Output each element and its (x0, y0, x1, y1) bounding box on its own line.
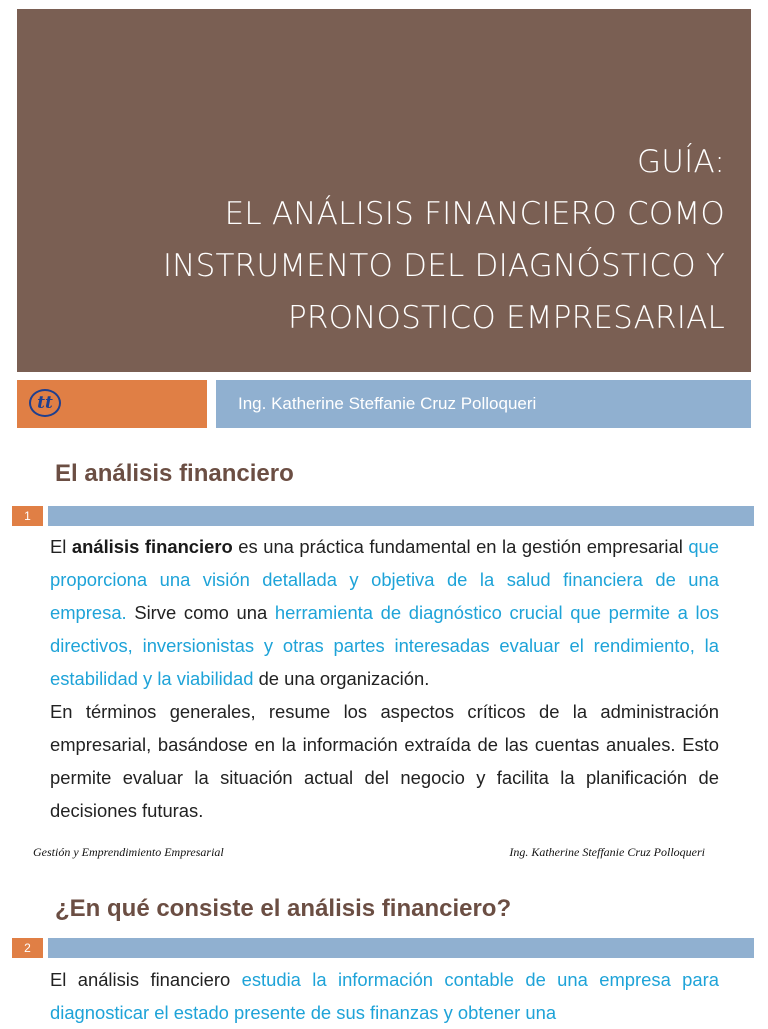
slide-divider-bar (48, 506, 754, 526)
logo-bar (17, 380, 207, 428)
slide-number-badge: 1 (12, 506, 43, 526)
title-slide-heading (163, 136, 725, 344)
logo-icon: tt (29, 389, 61, 417)
slide-number-badge: 2 (12, 938, 43, 958)
author-bar (216, 380, 751, 428)
footer-course: Gestión y Emprendimiento Empresarial (33, 845, 224, 859)
text-run: es una práctica fundamental en la gestión empresarial (232, 536, 689, 557)
text-run: Sirve como una (126, 602, 275, 623)
title-line: GUÍA: (637, 144, 725, 180)
bold-term: análisis financiero (71, 536, 233, 557)
title-line: PRONOSTICO EMPRESARIAL (287, 300, 725, 336)
text-run: de una organización. (253, 668, 430, 689)
title-line: INSTRUMENTO DEL DIAGNÓSTICO Y (162, 248, 725, 284)
slide-1-heading: El análisis financiero (55, 460, 294, 487)
title-banner (17, 9, 751, 372)
title-line: EL ANÁLISIS FINANCIERO COMO (224, 196, 725, 232)
slide-1-paragraph-1 (50, 530, 719, 695)
text-run: El (50, 536, 72, 557)
slide-2-paragraph-1 (50, 963, 719, 1029)
slide-2-heading: ¿En qué consiste el análisis financiero? (55, 895, 512, 922)
author-name: Ing. Katherine Steffanie Cruz Polloqueri (238, 394, 537, 413)
highlighted-text: herramienta de diagnóstico crucial que permite a los directivos, inversionistas y otras partes interesadas evaluar el rendimiento, la estabilidad y la viabilidad (50, 602, 720, 689)
slide-divider-bar (48, 938, 754, 958)
slide-1-paragraph-2: En términos generales, resume los aspectos críticos de la administración empresarial, basándose en la información extraída de las cuentas anuales. Esto permite evaluar la situación actual del negocio y facilita la planificación de decisiones futuras. (50, 701, 719, 821)
highlighted-text: estudia la información contable de una empresa para diagnosticar el estado presente de sus finanzas y obtener una (50, 969, 719, 1023)
footer-author: Ing. Katherine Steffanie Cruz Polloqueri (509, 845, 705, 859)
highlighted-text: que proporciona una visión detallada y objetiva de la salud financiera de una empresa. (50, 536, 719, 623)
text-run: El análisis financiero (50, 969, 242, 990)
